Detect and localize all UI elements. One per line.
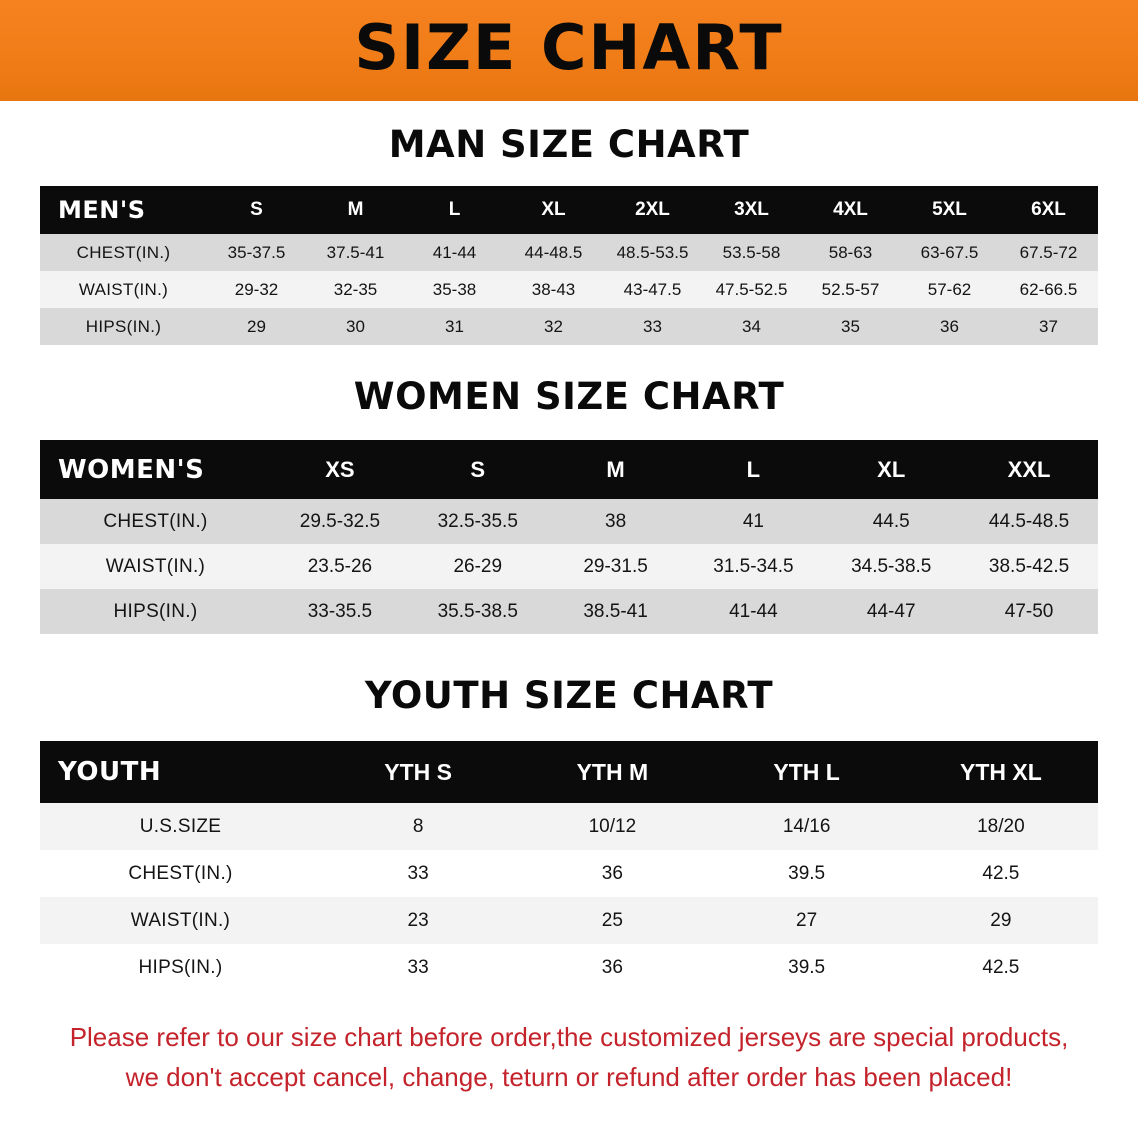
table-cell: 32.5-35.5 <box>409 499 547 544</box>
table-cell: 33 <box>321 850 515 897</box>
table-cell: 18/20 <box>904 803 1098 850</box>
women-col-header: S <box>470 456 486 482</box>
man-size-table <box>40 186 1098 345</box>
table-cell: 35-37.5 <box>207 234 306 271</box>
table-cell: 53.5-58 <box>702 234 801 271</box>
youth-col-header: YTH S <box>384 758 452 785</box>
man-col-header: XL <box>541 199 566 220</box>
youth-table-head <box>40 741 1098 803</box>
table-cell: 33-35.5 <box>271 589 409 634</box>
table-cell: 33 <box>603 308 702 345</box>
women-col-header: XL <box>877 456 906 482</box>
table-cell: 47-50 <box>960 589 1098 634</box>
youth-row-label: WAIST(IN.) <box>40 897 321 944</box>
women-header-row <box>40 440 1098 499</box>
table-row <box>40 850 1098 897</box>
table-cell: 37 <box>999 308 1098 345</box>
man-row-label: CHEST(IN.) <box>40 234 207 271</box>
table-row <box>40 589 1098 634</box>
man-col-header: S <box>250 199 263 220</box>
table-cell: 62-66.5 <box>999 271 1098 308</box>
women-table-wrap <box>40 440 1098 634</box>
women-section-title: WOMEN SIZE CHART <box>353 375 785 418</box>
table-cell: 23 <box>321 897 515 944</box>
table-cell: 32 <box>504 308 603 345</box>
table-cell: 43-47.5 <box>603 271 702 308</box>
table-cell: 39.5 <box>710 850 904 897</box>
man-col-header: 3XL <box>734 199 769 220</box>
table-cell: 30 <box>306 308 405 345</box>
youth-col-header: YTH XL <box>959 758 1042 785</box>
women-size-table <box>40 440 1098 634</box>
women-table-body <box>40 499 1098 634</box>
table-cell: 34.5-38.5 <box>822 544 960 589</box>
table-cell: 10/12 <box>515 803 709 850</box>
women-col-header: XXL <box>1007 456 1051 482</box>
women-row-label: WAIST(IN.) <box>40 544 271 589</box>
table-row <box>40 897 1098 944</box>
table-cell: 35 <box>801 308 900 345</box>
table-row <box>40 944 1098 991</box>
table-cell: 8 <box>321 803 515 850</box>
man-col-header: 4XL <box>833 199 868 220</box>
table-row <box>40 499 1098 544</box>
footer-note-line-2: we don't accept cancel, change, teturn or refund after order has been placed! <box>125 1062 1013 1093</box>
man-col-header: 6XL <box>1031 199 1066 220</box>
table-cell: 29 <box>207 308 306 345</box>
man-row-label: HIPS(IN.) <box>40 308 207 345</box>
table-cell: 44-48.5 <box>504 234 603 271</box>
table-row <box>40 234 1098 271</box>
table-cell: 31 <box>405 308 504 345</box>
table-cell: 25 <box>515 897 709 944</box>
table-cell: 29-32 <box>207 271 306 308</box>
table-cell: 57-62 <box>900 271 999 308</box>
man-row-label: WAIST(IN.) <box>40 271 207 308</box>
table-row <box>40 803 1098 850</box>
women-col-header: XS <box>325 456 355 482</box>
table-row <box>40 308 1098 345</box>
table-cell: 23.5-26 <box>271 544 409 589</box>
table-cell: 58-63 <box>801 234 900 271</box>
youth-header-row <box>40 741 1098 803</box>
table-cell: 38-43 <box>504 271 603 308</box>
table-cell: 29.5-32.5 <box>271 499 409 544</box>
youth-table-wrap <box>40 741 1098 991</box>
table-cell: 38 <box>547 499 685 544</box>
banner <box>0 0 1138 101</box>
table-cell: 41 <box>684 499 822 544</box>
youth-col-header: YTH M <box>576 758 649 785</box>
youth-size-table <box>40 741 1098 991</box>
table-cell: 33 <box>321 944 515 991</box>
table-cell: 39.5 <box>710 944 904 991</box>
table-cell: 27 <box>710 897 904 944</box>
table-cell: 63-67.5 <box>900 234 999 271</box>
women-col-header: L <box>746 456 761 482</box>
man-col-header: L <box>448 199 461 220</box>
man-col-header: 2XL <box>635 199 670 220</box>
table-cell: 34 <box>702 308 801 345</box>
table-cell: 36 <box>900 308 999 345</box>
youth-col-header: YTH L <box>773 758 840 785</box>
table-cell: 41-44 <box>684 589 822 634</box>
man-table-body <box>40 234 1098 345</box>
table-cell: 29-31.5 <box>547 544 685 589</box>
women-row-label: CHEST(IN.) <box>40 499 271 544</box>
women-row-label: HIPS(IN.) <box>40 589 271 634</box>
man-table-wrap <box>40 186 1098 345</box>
youth-row-label: U.S.SIZE <box>40 803 321 850</box>
banner-title: SIZE CHART <box>354 10 784 84</box>
table-cell: 44.5 <box>822 499 960 544</box>
man-col-header: 5XL <box>932 199 967 220</box>
footer-note <box>40 1017 1098 1098</box>
man-col-header: M <box>347 199 364 220</box>
youth-table-body <box>40 803 1098 991</box>
table-cell: 36 <box>515 850 709 897</box>
table-row <box>40 271 1098 308</box>
table-cell: 38.5-42.5 <box>960 544 1098 589</box>
table-cell: 41-44 <box>405 234 504 271</box>
women-corner-label: WOMEN'S <box>58 454 205 485</box>
table-cell: 14/16 <box>710 803 904 850</box>
table-cell: 44-47 <box>822 589 960 634</box>
table-cell: 52.5-57 <box>801 271 900 308</box>
footer-note-line-1: Please refer to our size chart before order,the customized jerseys are special products, <box>69 1022 1069 1052</box>
table-cell: 44.5-48.5 <box>960 499 1098 544</box>
man-corner-label: MEN'S <box>58 196 146 224</box>
table-cell: 47.5-52.5 <box>702 271 801 308</box>
youth-row-label: HIPS(IN.) <box>40 944 321 991</box>
table-cell: 42.5 <box>904 944 1098 991</box>
women-table-head <box>40 440 1098 499</box>
table-row <box>40 544 1098 589</box>
table-cell: 48.5-53.5 <box>603 234 702 271</box>
table-cell: 42.5 <box>904 850 1098 897</box>
youth-section-title: YOUTH SIZE CHART <box>364 674 774 717</box>
man-header-row <box>40 186 1098 234</box>
table-cell: 38.5-41 <box>547 589 685 634</box>
table-cell: 67.5-72 <box>999 234 1098 271</box>
women-col-header: M <box>606 456 625 482</box>
table-cell: 36 <box>515 944 709 991</box>
youth-row-label: CHEST(IN.) <box>40 850 321 897</box>
table-cell: 35-38 <box>405 271 504 308</box>
table-cell: 37.5-41 <box>306 234 405 271</box>
table-cell: 35.5-38.5 <box>409 589 547 634</box>
man-section-title: MAN SIZE CHART <box>388 123 750 166</box>
youth-corner-label: YOUTH <box>58 757 162 787</box>
table-cell: 29 <box>904 897 1098 944</box>
table-cell: 26-29 <box>409 544 547 589</box>
table-cell: 31.5-34.5 <box>684 544 822 589</box>
man-table-head <box>40 186 1098 234</box>
table-cell: 32-35 <box>306 271 405 308</box>
